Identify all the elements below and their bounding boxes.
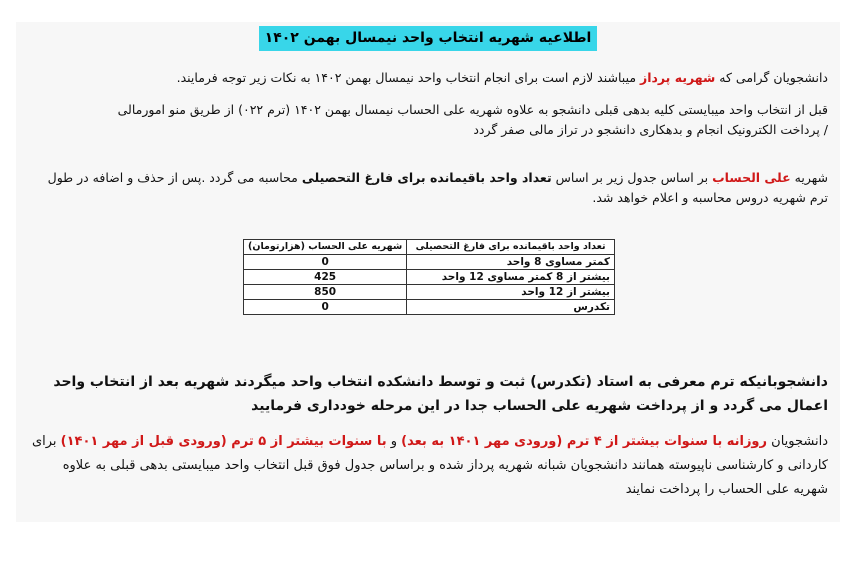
table-row [244,255,615,270]
table-row [244,300,615,315]
fee-basis-end: محاسبه می گردد .پس از حذف و اضافه در طول ترم شهریه دروس محاسبه و اعلام خواهد شد. [47,170,828,205]
header-advance-fee: شهریه علی الحساب (هزارتومان) [244,240,407,255]
older-students-highlight: با سنوات بیشتر از ۵ ترم (ورودی قبل از مهر ۱۴۰۱) [60,434,387,449]
table-row [244,270,615,285]
title-wrap [16,26,840,51]
extended-text-1: دانشجویان [767,434,828,449]
announcement-page [16,22,840,522]
prepayment-line-2: / پرداخت الکترونیک انجام و بدهکاری دانشجو در تراز مالی صفر گردد [473,122,828,137]
prepayment-line-1: قبل از انتخاب واحد میبایستی کلیه بدهی قبلی دانشجو به علاوه شهریه علی الحساب نیمسال بهمن ۱۴۰۲ (ترم ۰۲۲) از طریق منو امورمالی [117,102,828,117]
table-cell-fee: 425 [244,270,407,285]
paragraph-fee-basis [28,168,828,208]
table-row [244,285,615,300]
table-cell-units: بیشتر از 8 کمتر مساوی 12 واحد [407,270,615,285]
fee-payer-highlight: شهریه پرداز [640,70,716,85]
daytime-students-highlight: روزانه با سنوات بیشتر از ۴ ترم (ورودی مهر ۱۴۰۱ به بعد) [401,434,768,449]
advance-payment-highlight: علی الحساب [712,170,791,185]
table-cell-units: تکدرس [407,300,615,315]
table-cell-fee: 850 [244,285,407,300]
paragraph-single-course: دانشجوبانیکه ترم معرفی به استاد (تکدرس) ثبت و توسط دانشکده انتخاب واحد میگردند شهریه بعد از انتخاب واحد اعمال می گردد و از پرداخت شهریه علی الحساب جدا در این مرحله خودداری فرمایید [53,374,828,414]
paragraph-prepayment [28,100,828,140]
table-cell-units: بیشتر از 12 واحد [407,285,615,300]
extended-text-3: برای کاردانی و کارشناسی ناپیوسته همانند دانشجویان شبانه شهریه پرداز شده و براساس جدول فوق قبل انتخاب واحد میبایستی بدهی قبلی به علاوه شهریه علی الحساب را پرداخت نمایند [31,434,828,497]
table-cell-units: کمتر مساوی 8 واحد [407,255,615,270]
extended-text-2: و [386,434,402,449]
paragraph-intro [28,68,828,88]
table-cell-fee: 0 [244,300,407,315]
fee-basis-start: شهریه [790,170,828,185]
paragraph-extended-students [28,430,828,502]
table-cell-fee: 0 [244,255,407,270]
intro-text-start: دانشجویان گرامی که [715,70,828,85]
fee-table [243,239,615,315]
remaining-units-bold: تعداد واحد باقیمانده برای فارغ التحصیلی [301,170,552,185]
fee-table-header-row [244,240,615,255]
fee-basis-middle: بر اساس جدول زیر بر اساس [551,170,713,185]
intro-text-end: میباشند لازم است برای انجام انتخاب واحد نیمسال بهمن ۱۴۰۲ به نکات زیر توجه فرمایند. [176,70,641,85]
announcement-title: اطلاعیه شهریه انتخاب واحد نیمسال بهمن ۱۴۰۲ [259,26,598,51]
header-remaining-units: تعداد واحد باقیمانده برای فارغ التحصیلی [407,240,615,255]
